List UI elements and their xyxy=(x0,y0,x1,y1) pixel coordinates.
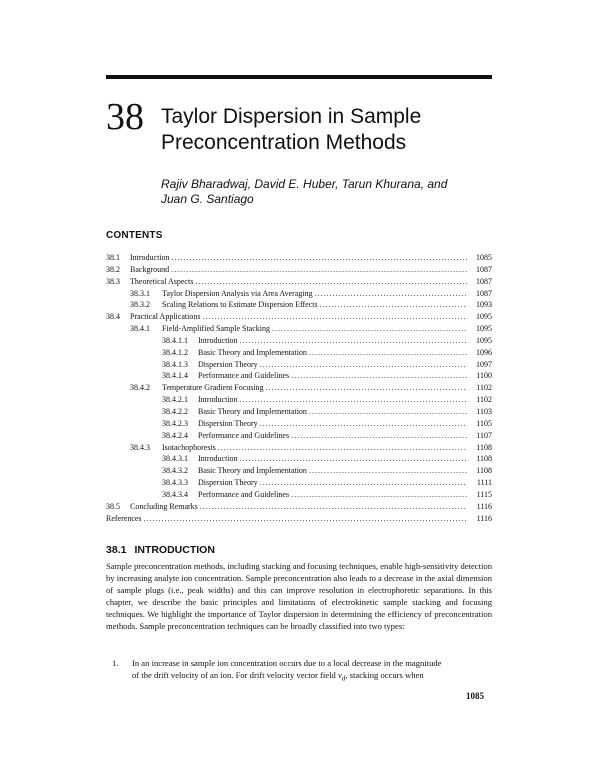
chapter-title-line-1: Taylor Dispersion in Sample xyxy=(161,105,422,128)
toc-leader xyxy=(172,252,467,264)
toc-title: Field-Amplified Sample Stacking xyxy=(162,324,270,334)
toc-entry[interactable] xyxy=(106,370,492,382)
toc-title: Isotachophoresis xyxy=(162,442,216,452)
toc-page: 1102 xyxy=(476,395,492,405)
vector-symbol: v xyxy=(337,669,342,680)
toc-page: 1108 xyxy=(476,454,492,464)
toc-title: Concluding Remarks xyxy=(130,501,198,511)
toc-leader xyxy=(240,335,467,347)
toc-page: 1085 xyxy=(476,253,492,262)
toc-page: 1100 xyxy=(476,371,492,381)
toc-page: 1103 xyxy=(476,406,492,416)
toc-page: 1116 xyxy=(476,501,492,511)
toc-title: Introduction xyxy=(198,454,238,464)
toc-entry[interactable] xyxy=(106,288,492,300)
toc-title: Basic Theory and Implementation xyxy=(198,406,307,416)
list-item-line-2b: , stacking occurs when xyxy=(345,669,424,680)
toc-entry[interactable] xyxy=(106,382,492,394)
toc-entry[interactable] xyxy=(106,513,492,525)
toc-entry[interactable] xyxy=(106,276,492,288)
toc-page: 1093 xyxy=(476,300,492,310)
toc-entry[interactable] xyxy=(106,299,492,311)
toc-number: 38.4.1.1 xyxy=(162,335,188,345)
toc-title: Practical Applications xyxy=(130,312,201,322)
toc-title: Dispersion Theory xyxy=(198,359,258,369)
toc-number: 38.5 xyxy=(106,501,120,511)
toc-number: 38.3 xyxy=(106,276,120,286)
toc-page: 1087 xyxy=(476,264,492,274)
toc-page: 1111 xyxy=(476,478,492,488)
toc-title: Temperature Gradient Focusing xyxy=(162,383,264,393)
toc-title: Dispersion Theory xyxy=(198,478,258,488)
toc-number: 38.4.1 xyxy=(130,324,150,334)
toc-number: 38.3.2 xyxy=(130,300,150,310)
section-title: INTRODUCTION xyxy=(134,544,215,556)
toc-title: Scaling Relations to Estimate Dispersion Effects xyxy=(162,300,318,310)
toc-number: 38.4.2.2 xyxy=(162,406,188,416)
toc-page: 1105 xyxy=(476,418,492,428)
toc-leader xyxy=(272,323,467,335)
toc-number: 38.4.2 xyxy=(130,383,150,393)
authors-line-2: Juan G. Santiago xyxy=(161,192,254,206)
toc-number: 38.4.3.3 xyxy=(162,478,188,488)
toc-title: Theoretical Aspects xyxy=(130,276,194,286)
toc-number: 38.4.3.2 xyxy=(162,466,188,476)
toc-leader xyxy=(315,288,467,300)
toc-page: 1115 xyxy=(476,489,492,499)
toc-title: Introduction xyxy=(198,395,238,405)
toc-leader xyxy=(260,418,467,430)
toc-leader xyxy=(309,465,467,477)
toc-title: Introduction xyxy=(198,335,238,345)
toc-title: Dispersion Theory xyxy=(198,418,258,428)
authors-line-1: Rajiv Bharadwaj, David E. Huber, Tarun Khurana, and xyxy=(161,177,448,191)
toc-page: 1116 xyxy=(476,513,492,523)
toc-leader xyxy=(309,347,467,359)
toc-number: 38.4.2.3 xyxy=(162,418,188,428)
toc-leader xyxy=(171,264,467,276)
toc-entry[interactable] xyxy=(106,453,492,465)
toc-leader xyxy=(291,430,467,442)
toc-page: 1095 xyxy=(476,335,492,345)
toc-number: 38.1 xyxy=(106,253,120,262)
toc-entry[interactable] xyxy=(106,501,492,513)
toc-number: 38.4.1.3 xyxy=(162,359,188,369)
chapter-top-rule xyxy=(106,75,492,79)
toc-title: Background xyxy=(130,264,170,274)
toc-number: 38.4.3.4 xyxy=(162,489,188,499)
intro-paragraph: Sample preconcentration methods, including stacking and focusing techniques, enable high-sensitivity detection by increasing analyte ion concentration. Sample preconcentration also leads to a decrease in the axial dimension of sample plugs (i.e., peak widths) and this can improve resolution in electrophoretic separations. In this chapter, we describe the basic principles and limitations of electrokinetic sample stacking and focusing techniques. We highlight the importance of Taylor dispersion in determining the efficiency of preconcentration methods. Sample preconcentration techniques can be broadly classified into two types: xyxy=(106,561,492,631)
toc-entry[interactable] xyxy=(106,442,492,454)
toc-title: Introduction xyxy=(130,253,170,262)
toc-entry[interactable] xyxy=(106,347,492,359)
toc-entry[interactable] xyxy=(106,394,492,406)
toc-leader xyxy=(309,406,467,418)
chapter-number: 38 xyxy=(106,96,144,138)
chapter-title-line-2: Preconcentration Methods xyxy=(161,131,407,154)
toc-page: 1095 xyxy=(476,312,492,322)
toc-page: 1095 xyxy=(476,324,492,334)
section-heading xyxy=(106,544,215,556)
toc-title: Performance and Guidelines xyxy=(198,430,290,440)
toc-title: References xyxy=(106,513,142,523)
toc-entry[interactable] xyxy=(106,418,492,430)
toc-entry[interactable] xyxy=(106,359,492,371)
toc-entry[interactable] xyxy=(106,489,492,501)
toc-leader xyxy=(202,311,467,323)
list-item-line-1: In an increase in sample ion concentration occurs due to a local decrease in the magnitude xyxy=(132,658,442,668)
toc-leader xyxy=(200,501,467,513)
toc-title: Performance and Guidelines xyxy=(198,489,290,499)
toc-entry[interactable] xyxy=(106,477,492,489)
toc-entry[interactable] xyxy=(106,430,492,442)
toc-leader xyxy=(144,513,467,525)
toc-page: 1087 xyxy=(476,276,492,286)
toc-number: 38.4.2.1 xyxy=(162,395,188,405)
toc-entry[interactable] xyxy=(106,406,492,418)
toc-title: Basic Theory and Implementation xyxy=(198,466,307,476)
list-item xyxy=(112,658,492,686)
toc-entry[interactable] xyxy=(106,465,492,477)
toc-page: 1107 xyxy=(476,430,492,440)
toc-page: 1102 xyxy=(476,383,492,393)
toc-entry[interactable] xyxy=(106,264,492,276)
toc-leader xyxy=(291,489,467,501)
toc-leader xyxy=(240,394,467,406)
toc-number: 38.2 xyxy=(106,264,120,274)
chapter-authors xyxy=(161,177,447,207)
toc-number: 38.4.1.4 xyxy=(162,371,188,381)
toc-page: 1087 xyxy=(476,288,492,298)
contents-heading: CONTENTS xyxy=(106,230,163,241)
toc-entry[interactable] xyxy=(106,311,492,323)
toc-leader xyxy=(218,442,467,454)
toc-page: 1108 xyxy=(476,466,492,476)
toc-page: 1096 xyxy=(476,347,492,357)
section-number: 38.1 xyxy=(106,544,127,556)
toc-leader xyxy=(260,359,467,371)
toc-leader xyxy=(260,477,467,489)
chapter-title xyxy=(161,104,421,156)
list-item-line-2a: of the drift velocity of an ion. For drift velocity vector field xyxy=(132,669,338,680)
toc-title: Taylor Dispersion Analysis via Area Averaging xyxy=(162,288,313,298)
toc-entry[interactable] xyxy=(106,323,492,335)
toc-number: 38.4.3 xyxy=(130,442,150,452)
page-number: 1085 xyxy=(466,691,484,701)
list-item-number: 1. xyxy=(112,658,119,668)
toc-leader xyxy=(291,370,467,382)
toc-entry[interactable] xyxy=(106,252,492,264)
toc-page: 1097 xyxy=(476,359,492,369)
toc-number: 38.4.1.2 xyxy=(162,347,188,357)
table-of-contents xyxy=(106,252,492,524)
toc-leader xyxy=(266,382,467,394)
toc-leader xyxy=(195,276,467,288)
toc-number: 38.4 xyxy=(106,312,120,322)
toc-number: 38.4.3.1 xyxy=(162,454,188,464)
toc-title: Basic Theory and Implementation xyxy=(198,347,307,357)
toc-page: 1108 xyxy=(476,442,492,452)
toc-number: 38.3.1 xyxy=(130,288,150,298)
toc-leader xyxy=(320,299,467,311)
vector-subscript: d xyxy=(341,674,346,683)
toc-leader xyxy=(240,453,467,465)
toc-title: Performance and Guidelines xyxy=(198,371,290,381)
toc-entry[interactable] xyxy=(106,335,492,347)
toc-number: 38.4.2.4 xyxy=(162,430,188,440)
